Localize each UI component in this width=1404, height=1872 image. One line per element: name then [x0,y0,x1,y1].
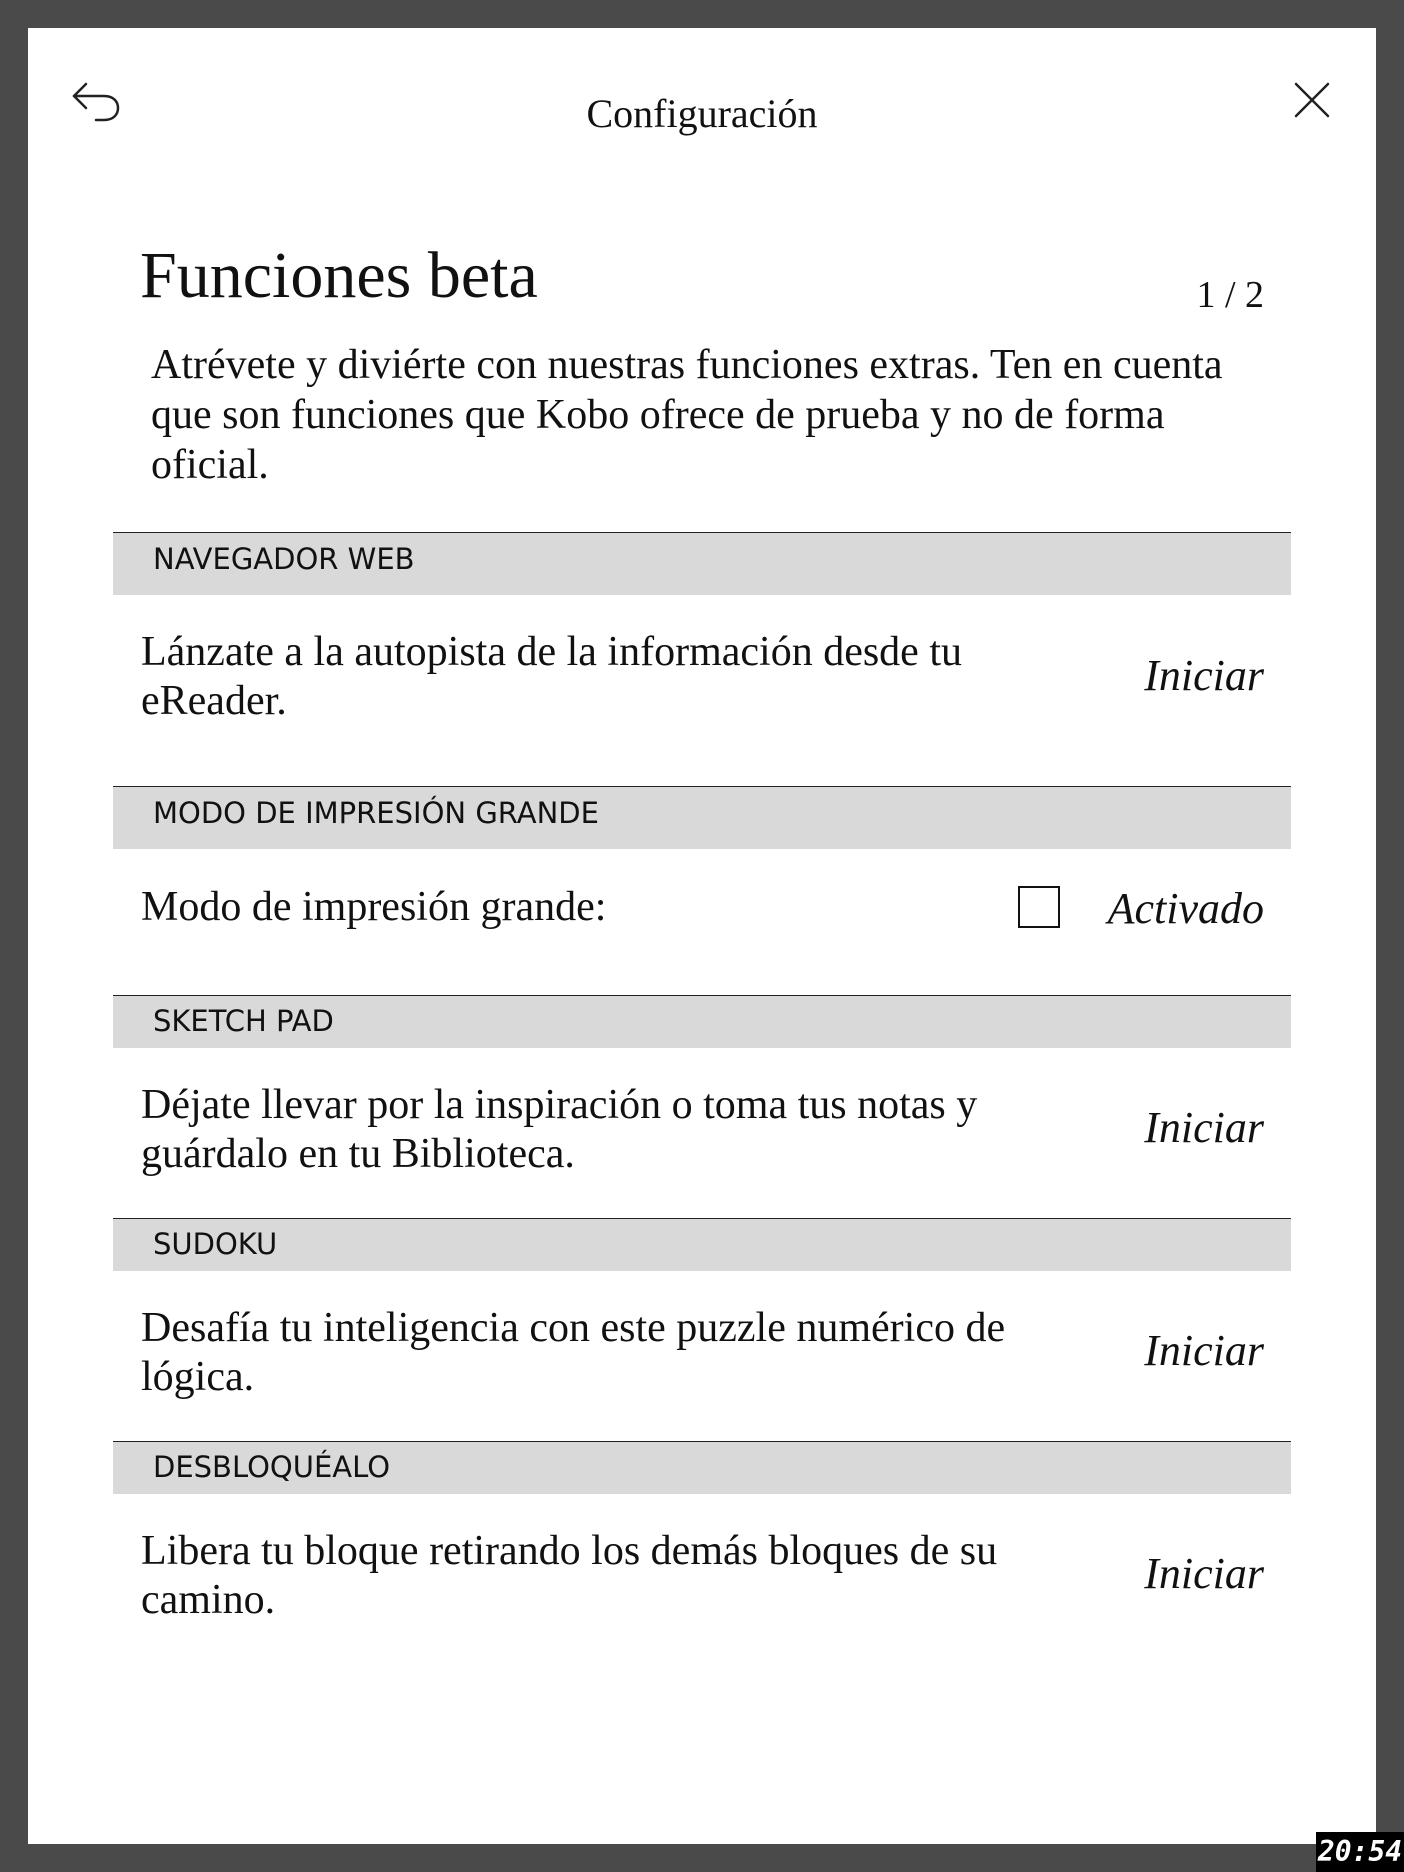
web-browser-description: Lánzate a la autopista de la información desde tu eReader. [141,629,962,724]
section-header-web-browser: NAVEGADOR WEB [113,532,1291,595]
section-header-large-print: MODO DE IMPRESIÓN GRANDE [113,786,1291,849]
page-indicator: 1 / 2 [1196,274,1264,316]
section-header-unblock: DESBLOQUÉALO [113,1441,1291,1494]
topbar-title: Configuración [586,91,818,136]
close-button[interactable] [1284,72,1340,128]
unblock-start-button[interactable]: Iniciar [1144,1549,1264,1598]
section-header-sketch-pad: SKETCH PAD [113,995,1291,1048]
sketch-pad-start-button[interactable]: Iniciar [1144,1103,1264,1152]
unblock-description: Libera tu bloque retirando los demás bloques de su camino. [141,1528,998,1623]
status-clock: 20:54 [1316,1832,1404,1872]
intro-text: Atrévete y diviérte con nuestras funciones extras. Ten en cuenta que son funciones que Kobo ofrece de prueba y no de forma oficial. [151,342,1223,488]
settings-screen [28,28,1376,1844]
section-header-sudoku: SUDOKU [113,1218,1291,1271]
sudoku-start-button[interactable]: Iniciar [1144,1326,1264,1375]
large-print-label: Modo de impresión grande: [141,884,607,930]
large-print-checkbox[interactable] [1018,886,1060,928]
page-title: Funciones beta [140,239,538,312]
top-bar [28,28,1376,158]
sketch-pad-description: Déjate llevar por la inspiración o toma tus notas y guárdalo en tu Biblioteca. [141,1082,978,1177]
close-icon [1284,72,1340,128]
web-browser-start-button[interactable]: Iniciar [1144,651,1264,700]
sudoku-description: Desafía tu inteligencia con este puzzle numérico de lógica. [141,1305,1006,1400]
large-print-enabled-label[interactable]: Activado [1107,884,1264,933]
